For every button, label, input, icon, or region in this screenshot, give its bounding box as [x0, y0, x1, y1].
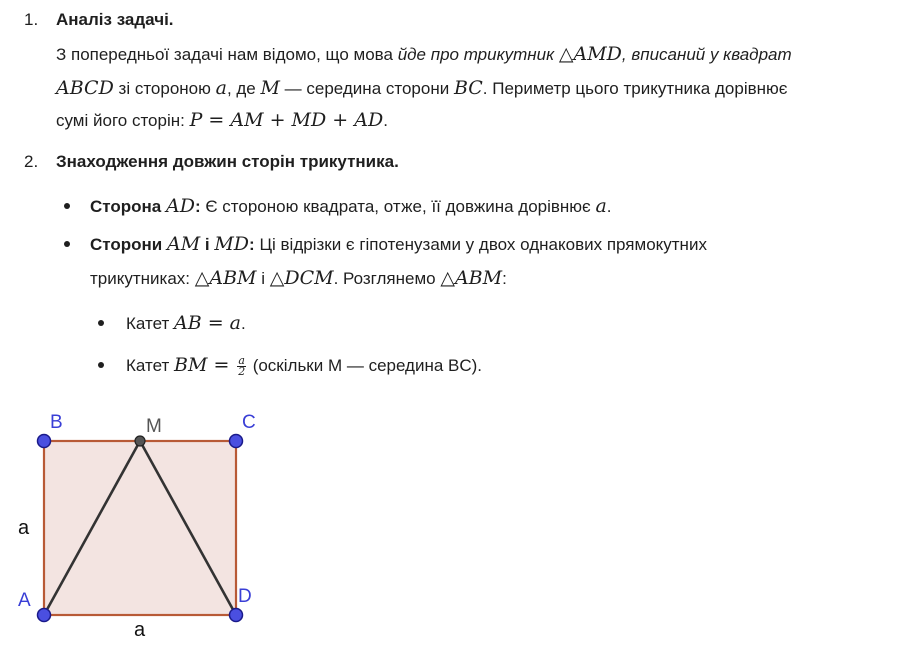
- vertex-d: [230, 609, 243, 622]
- step1-text-italic: , вписаний у квадрат: [621, 45, 792, 64]
- bullet-colon: :: [194, 197, 201, 216]
- step1-text: . Периметр цього трикутника дорівнює: [482, 79, 788, 98]
- sub-bullet-text: .: [241, 314, 246, 333]
- math-md: MD: [214, 233, 250, 255]
- label-m: M: [146, 416, 162, 437]
- bullet-label: Сторони: [90, 235, 167, 254]
- bullet-text: і: [256, 269, 270, 288]
- math-ab-equals-a: AB = a: [173, 312, 241, 334]
- step1-text: .: [383, 111, 388, 130]
- sub-bullet-label: Катет: [126, 356, 174, 375]
- step1-text: З попередньої задачі нам відомо, що мова: [56, 45, 398, 64]
- step1-number: 1.: [24, 10, 39, 29]
- label-a: A: [18, 590, 31, 611]
- step1-text: сумі його сторін:: [56, 111, 190, 130]
- bullet-colon: :: [249, 235, 255, 254]
- vertex-b: [38, 435, 51, 448]
- label-b: B: [50, 412, 63, 433]
- step2-number: 2.: [24, 152, 39, 171]
- math-a: a: [595, 195, 607, 217]
- step1-text: — середина сторони: [279, 79, 454, 98]
- square-abcd: [44, 441, 236, 615]
- vertex-c: [230, 435, 243, 448]
- math-bc: BC: [453, 77, 483, 99]
- triangle-symbol: △: [558, 43, 574, 65]
- midpoint-m: [135, 436, 145, 446]
- bullet-text: Ці відрізки є гіпотенузами у двох однакових прямокутних: [254, 235, 707, 254]
- math-abcd: ABCD: [56, 77, 114, 99]
- bullet-label: Сторона: [90, 197, 166, 216]
- step1-text: , де: [226, 79, 261, 98]
- math-amd: AMD: [573, 43, 622, 65]
- math-triangle-abm: △ABM: [194, 267, 257, 289]
- step1-text: зі стороною: [113, 79, 216, 98]
- math-a: a: [215, 77, 227, 99]
- bullet-text: трикутниках:: [90, 269, 195, 288]
- math-bm-equals: BM =: [173, 354, 236, 376]
- math-m: M: [260, 77, 280, 99]
- bullet-text: Є стороною квадрата, отже, її довжина дорівнює: [200, 197, 596, 216]
- step1-text-italic: йде про трикутник: [397, 45, 559, 64]
- sub-bullet-text: (оскільки M — середина BC).: [247, 356, 483, 375]
- math-ad: AD: [165, 195, 195, 217]
- math-triangle-abm: △ABM: [440, 267, 503, 289]
- bullet-text: . Розглянемо: [333, 269, 441, 288]
- step1-title: Аналіз задачі.: [56, 10, 174, 29]
- math-triangle-dcm: △DCM: [269, 267, 334, 289]
- vertex-a: [38, 609, 51, 622]
- bullet-label: і: [200, 235, 215, 254]
- label-side-bottom: a: [134, 619, 146, 641]
- sub-bullet-label: Катет: [126, 314, 174, 333]
- label-d: D: [238, 586, 252, 607]
- fraction-numerator: a: [238, 354, 245, 368]
- math-am: AM: [166, 233, 201, 255]
- bullet-text: .: [606, 197, 612, 216]
- perimeter-formula: P = AM + MD + AD: [189, 109, 384, 131]
- bullet-text: :: [502, 269, 507, 288]
- fraction-denominator: 2: [238, 365, 246, 379]
- label-c: C: [242, 412, 256, 433]
- label-side-left: a: [18, 517, 30, 539]
- step2-title: Знаходження довжин сторін трикутника.: [56, 152, 399, 171]
